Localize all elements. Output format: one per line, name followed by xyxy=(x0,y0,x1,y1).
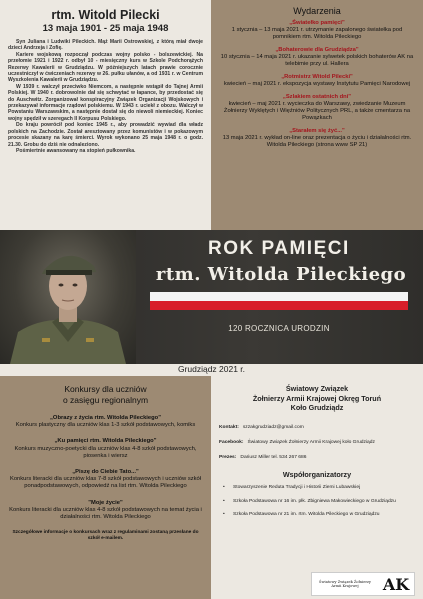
organizer-title xyxy=(219,384,415,413)
contest-item xyxy=(6,469,205,491)
contest-name: "Moje życie" xyxy=(88,499,123,506)
contest-desc: Konkurs plastyczny dla uczniów klas 1-3 szkół podstawowych, komiks xyxy=(15,422,196,429)
contest-name: „Ku pamięci rtm. Witolda Pileckiego" xyxy=(54,438,157,445)
contest-name: „Piszę do Ciebie Tato..." xyxy=(72,469,139,476)
event-name: „Starałem się żyć..." xyxy=(289,128,345,134)
flag-white-stripe xyxy=(150,292,408,301)
contact-email-link[interactable]: szzakgrudziadz@gmail.com xyxy=(242,424,304,430)
contact-facebook-row xyxy=(219,440,415,446)
contest-item xyxy=(6,438,205,460)
contests-panel xyxy=(0,376,211,599)
event-item xyxy=(217,20,417,41)
bio-paragraph: Pośmiertnie awansowany na stopień pułkownika. xyxy=(16,147,136,154)
organizer-title-line: Żołnierzy Armii Krajowej Okręg Toruń xyxy=(252,393,382,403)
event-desc: 13 maja 2021 r. wykład on-line oraz prezentacja o życiu i działalności rtm. Witolda Pileckiego (strona www SP 21) xyxy=(222,135,412,148)
event-item xyxy=(217,74,417,88)
organizer-title-line: Światowy Związek xyxy=(285,384,349,393)
ak-logo xyxy=(311,572,415,596)
bio-paragraph: Kariere wojskową rozpoczął podczas wojny polsko - bolszewickiej. Na przełomie 1921 i 1922 r. odbył 10 - miesięczny kurs w Szkole Podchorążych Rezerwy Kawalerii w Grudziądzu. W późniejszych latach prawie corocznie uczestniczył w ćwiczeniach rezerwy w 26. pułku ułanów, a od 1931 r. w Centrum Wyszkolenia Kawalerii w Grudziądzu. xyxy=(8,51,203,84)
contact-key: Kontakt: xyxy=(219,424,239,430)
banner-name: rtm. Witolda Pileckiego xyxy=(155,264,407,285)
contact-email-row xyxy=(219,425,415,431)
contest-item xyxy=(6,500,205,522)
coorganizer-name: Szkoła Podstawowa nr 21 im. rtm. Witolda Pileckiego w Grudziądzu xyxy=(233,511,380,517)
contests-title xyxy=(6,384,205,405)
bio-name: rtm. Witold Pilecki xyxy=(51,8,160,22)
coorganizers-title: Współorganizatorzy xyxy=(282,470,352,480)
coorganizer-item xyxy=(219,499,415,505)
event-item xyxy=(217,47,417,68)
event-desc: kwiecień – maj 2021 r. wycieczka do Warszawy, zwiedzanie Muzeum Żołnierzy Wyklętych i Więźniów Politycznych PRL, a także cmentarza na Powązkach xyxy=(223,101,411,121)
event-item xyxy=(217,128,417,149)
event-name: „Szlakiem ostatnich dni" xyxy=(282,94,352,100)
bio-dates: 13 maja 1901 - 25 maja 1948 xyxy=(42,23,169,34)
banner-subtitle: 120 ROCZNICA URODZIN xyxy=(228,324,330,333)
coorganizer-item xyxy=(219,512,415,518)
event-desc: 1 stycznia – 13 maja 2021 r. utrzymanie zapalonego światełka pod pomnikiem rtm. Witolda Pileckiego xyxy=(231,27,403,40)
ak-mark-text: AK xyxy=(382,575,410,594)
contest-desc: Konkurs literacki dla uczniów klas 7-8 szkół podstawowych i uczniów szkół ponadpodstawowych, odpowiedź na list rtm. Witolda Pileckiego xyxy=(9,476,202,490)
organizer-title-line: Koło Grudziądz xyxy=(290,403,344,412)
contest-item xyxy=(6,415,205,429)
banner-title: ROK PAMIĘCI xyxy=(208,238,350,259)
events-title: Wydarzenia xyxy=(293,6,341,16)
coorganizer-name: Stowarzyszenie Reduta Tradycji i Historii Ziemi Lubawskiej xyxy=(233,485,361,491)
contest-desc: Konkurs literacki dla uczniów klas 4-8 szkół podstawowych na temat życia i działalności rtm. Witolda Pileckiego xyxy=(9,506,202,521)
event-name: „Rotmistrz Witold Pilecki" xyxy=(281,74,353,80)
logo-text xyxy=(312,580,378,589)
contests-title-line: Konkursy dla uczniów xyxy=(64,384,147,394)
bio-paragraph: Syn Juliana i Ludwiki Pileckich. Mąż Marii Ostrowskiej, z którą miał dwoje dzieci Andrzeja i Zofię. xyxy=(8,39,203,52)
portrait-photo xyxy=(0,230,136,364)
place-date: Grudziądz 2021 r. xyxy=(177,364,246,374)
event-name: „Bohaterowie dla Grudziądza" xyxy=(275,47,359,53)
event-desc: kwiecień – maj 2021 r. ekspozycja wystawy Instytutu Pamięci Narodowej xyxy=(223,81,411,87)
bullet-icon: • xyxy=(223,498,225,504)
contact-president-row xyxy=(219,455,415,461)
bullet-icon: • xyxy=(223,511,225,517)
contest-name: „Obrazy z życia rtm. Witolda Pileckiego" xyxy=(50,415,161,421)
contact-key: Prezes: xyxy=(219,455,237,461)
contact-president-value: Dariusz Miller tel. 534 267 686 xyxy=(240,455,307,461)
title-banner xyxy=(0,230,423,364)
events-panel xyxy=(211,0,423,230)
contest-desc: Konkurs muzyczno-poetycki dla uczniów klas 4-8 szkół podstawowych, piosenka i wiersz xyxy=(14,445,197,459)
bio-text xyxy=(8,39,203,154)
ak-anchor-icon xyxy=(378,573,414,595)
soldier-portrait-icon xyxy=(0,230,136,364)
bio-paragraph: W 1939 r. walczył przeciwko Niemcom, a następnie wstąpił do Tajnej Armii Polskiej. W 1940 r. dobrowolnie dał się schwytać w łapance, by przedostać się do Auschwitz. Zorganizował konspiracyjny Związek Organizacji Wojskowych i przekazywał informacje rządowi polskiemu. W 1943 r. uciekł z obozu. Walczył w Powstaniu Warszawskim, a następnie dostał się do niewoli niemieckiej. Koniec wojny spędził w szeregach II Korpusu Polskiego. xyxy=(8,83,203,122)
contests-title-line: o zasięgu regionalnym xyxy=(62,394,149,405)
coorganizer-name: Szkoła Podstawowa nr 16 im. płk. Zbigniewa Makowieckiego w Grudziądzu xyxy=(233,498,396,504)
flag-red-stripe xyxy=(150,301,408,310)
logo-text-line: Światowy Związek Żołnierzy xyxy=(319,579,371,584)
bullet-icon: • xyxy=(223,485,225,491)
contests-footer: Szczegółowe informacje o konkursach wraz z regulaminami zostaną przesłane do szkół e-mailem. xyxy=(12,530,199,542)
organizer-panel xyxy=(211,376,423,599)
coorganizer-item xyxy=(219,485,415,491)
event-name: „Światełko pamięci" xyxy=(289,20,345,26)
polish-flag-icon xyxy=(150,292,408,310)
biography-panel xyxy=(0,0,211,230)
event-desc: 10 stycznia – 14 maja 2021 r. ukazanie sylwetek polskich bohaterów AK na telebimie przy ul. Hallera xyxy=(220,54,414,67)
contact-facebook-link[interactable]: Światowy Związek Żołnierzy Armii Krajowej koło Grudziądz xyxy=(247,439,375,445)
logo-text-line: Armii Krajowej xyxy=(331,584,359,588)
bio-paragraph: Do kraju powrócił pod koniec 1945 r., aby prowadzić wywiad dla władz polskich na Zachodzie. Został aresztowany przez komunistów i w pokazowym procesie skazany na karę śmierci. Wyrok wykonano 25 maja 1948 r. o godz. 21.30. Grobu do dziś nie odnaleziono. xyxy=(8,122,203,148)
contact-key: Facebook: xyxy=(219,439,244,445)
event-item xyxy=(217,94,417,122)
